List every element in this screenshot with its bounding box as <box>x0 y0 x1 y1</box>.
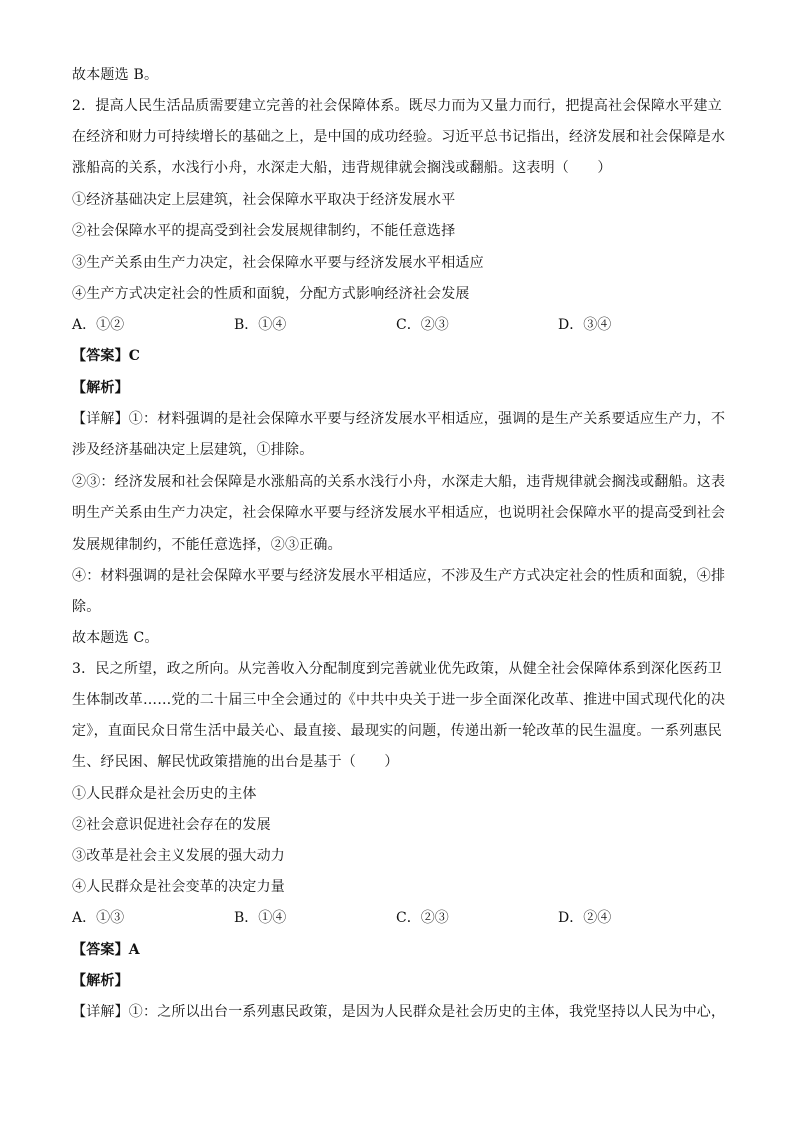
question-3-option-b: B．①④ <box>234 910 287 926</box>
question-2-stem-line-2: 在经济和财力可持续增长的基础之上，是中国的成功经验。习近平总书记指出，经济发展和社会保障是水 <box>72 129 726 145</box>
conclusion-q1: 故本题选 B。 <box>72 67 159 83</box>
question-2-analysis-heading: 【解析】 <box>72 380 129 396</box>
question-3-analysis-heading: 【解析】 <box>72 973 129 989</box>
question-3-options <box>72 908 722 928</box>
question-2-stem-line-1: 2．提高人民生活品质需要建立完善的社会保障体系。既尽力而为又量力而行，把提高社会保障水平建立 <box>72 98 722 114</box>
question-2-options <box>72 315 722 335</box>
question-2-explanation-line-5: 发展规律制约，不能任意选择，②③正确。 <box>72 537 342 553</box>
question-2-option-a: A．①② <box>72 317 125 333</box>
question-3-option-a: A．①③ <box>72 910 125 926</box>
question-3-option-c: C．②③ <box>396 910 449 926</box>
question-3-explanation-line-1: 【详解】①：之所以出台一系列惠民政策，是因为人民群众是社会历史的主体，我党坚持以人民为中心， <box>72 1004 726 1020</box>
question-2-answer: 【答案】C <box>72 348 141 364</box>
question-3-statement-3: ③改革是社会主义发展的强大动力 <box>72 848 285 864</box>
question-2-statement-4: ④生产方式决定社会的性质和面貌，分配方式影响经济社会发展 <box>72 286 470 302</box>
question-3-option-d: D．②④ <box>558 910 612 926</box>
question-2-option-c: C．②③ <box>396 317 449 333</box>
question-3-stem-line-3: 定》，直面民众日常生活中最关心、最直接、最现实的问题，传递出新一轮改革的民生温度。一系列惠民 <box>72 723 722 739</box>
question-3-statement-1: ①人民群众是社会历史的主体 <box>72 786 257 802</box>
question-2-explanation-line-1: 【详解】①：材料强调的是社会保障水平要与经济发展水平相适应，强调的是生产关系要适应生产力，不 <box>72 411 726 427</box>
question-2-explanation-line-2: 涉及经济基础决定上层建筑，①排除。 <box>72 442 314 458</box>
question-2-stem-line-3: 涨船高的关系，水浅行小舟，水深走大船，违背规律就会搁浅或翻船。这表明（ ） <box>72 160 612 176</box>
question-2-statement-1: ①经济基础决定上层建筑，社会保障水平取决于经济发展水平 <box>72 192 456 208</box>
question-3-stem-line-4: 生、纾民困、解民忧政策措施的出台是基于（ ） <box>72 754 399 770</box>
question-2-statement-3: ③生产关系由生产力决定，社会保障水平要与经济发展水平相适应 <box>72 255 484 271</box>
question-2-explanation-line-3: ②③：经济发展和社会保障是水涨船高的关系水浅行小舟，水深走大船，违背规律就会搁浅或翻船。这表 <box>72 474 726 490</box>
question-3-answer: 【答案】A <box>72 942 140 958</box>
question-3-statement-2: ②社会意识促进社会存在的发展 <box>72 817 271 833</box>
question-2-explanation-line-4: 明生产关系由生产力决定，社会保障水平要与经济发展水平相适应，也说明社会保障水平的提高受到社会 <box>72 505 726 521</box>
question-3-stem-line-2: 生体制改革……党的二十届三中全会通过的《中共中央关于进一步全面深化改革、推进中国式现代化的决 <box>72 692 726 708</box>
question-2-explanation-line-6: ④：材料强调的是社会保障水平要与经济发展水平相适应，不涉及生产方式决定社会的性质和面貌，④排 <box>72 568 726 584</box>
conclusion-q2: 故本题选 C。 <box>72 630 159 646</box>
question-2-option-b: B．①④ <box>234 317 287 333</box>
question-3-stem-line-1: 3．民之所望，政之所向。从完善收入分配制度到完善就业优先政策，从健全社会保障体系到深化医药卫 <box>72 661 722 677</box>
question-2-statement-2: ②社会保障水平的提高受到社会发展规律制约，不能任意选择 <box>72 223 456 239</box>
question-3-statement-4: ④人民群众是社会变革的决定力量 <box>72 879 285 895</box>
question-2-explanation-line-7: 除。 <box>72 599 101 615</box>
question-2-option-d: D．③④ <box>558 317 612 333</box>
